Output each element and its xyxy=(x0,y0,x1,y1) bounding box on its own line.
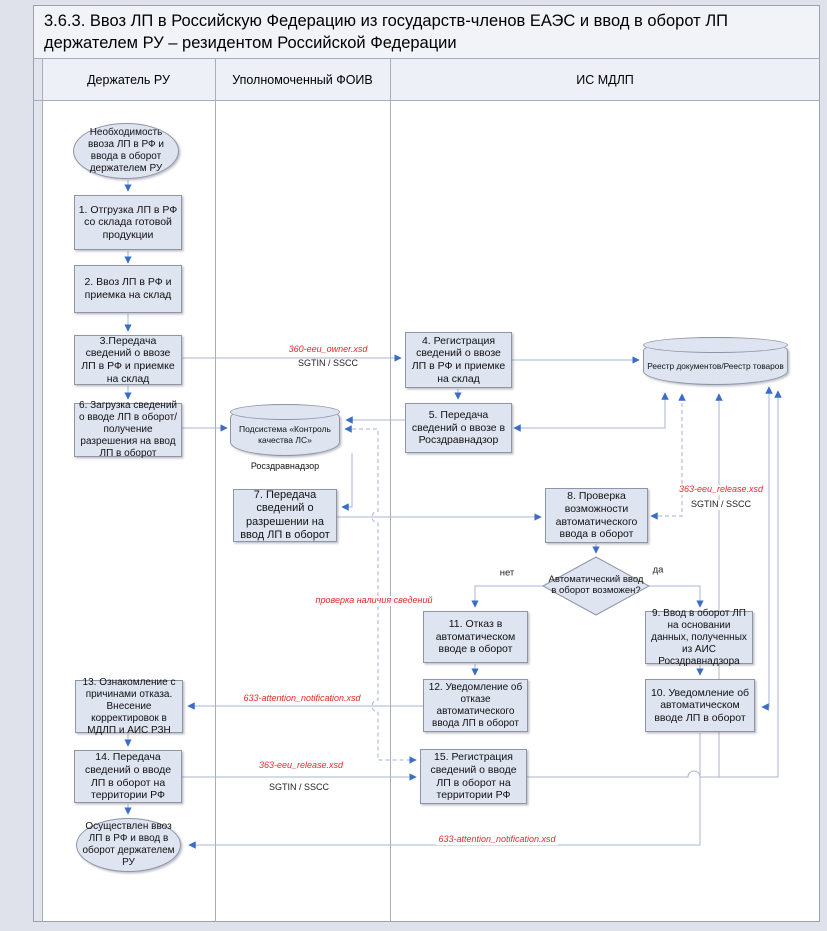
lane-header-mdlp: ИС МДЛП xyxy=(576,73,634,87)
lane-header-holder: Держатель РУ xyxy=(87,73,170,87)
end-terminator: Осуществлен ввоз ЛП в РФ и ввод в оборот держателем РУ xyxy=(76,818,181,872)
decision-branch-yes: да xyxy=(652,564,664,576)
step-3-box: 3.Передача сведений о ввозе ЛП в РФ и приемке на склад xyxy=(74,335,182,385)
db-roszdravnadzor-caption: Росздравнадзор xyxy=(250,461,320,471)
edge-label-sgtin-sscc-1: SGTIN / SSCC xyxy=(297,358,359,369)
decision-branch-no: нет xyxy=(499,567,515,579)
db-registry-label: Реестр документов/Реестр товаров xyxy=(647,360,784,371)
edge-label-633-attention-2: 633-attention_notification.xsd xyxy=(438,834,556,845)
step-9-box: 9. Ввод в оборот ЛП на основании данных, полученных из АИС Росздравнадзора xyxy=(645,611,753,664)
edge-label-sgtin-sscc-2: SGTIN / SSCC xyxy=(268,782,330,793)
step-7-box: 7. Передача сведений о разрешении на ввод ЛП в оборот xyxy=(233,489,337,542)
edge-label-363-eeu-release-left: 363-eeu_release.xsd xyxy=(258,760,344,771)
db-roszdravnadzor-label: Подсистема «Контроль качества ЛС» xyxy=(239,424,331,445)
edge-label-sgtin-sscc-right: SGTIN / SSCC xyxy=(690,499,752,510)
decision-diamond-label: Автоматический ввод в оборот возможен? xyxy=(548,574,644,596)
step-8-box: 8. Проверка возможности автоматического ввода в оборот xyxy=(545,488,648,543)
step-4-box: 4. Регистрация сведений о ввозе ЛП в РФ и приемке на склад xyxy=(405,332,512,388)
step-10-box: 10. Уведомление об автоматическом вводе ЛП в оборот xyxy=(645,679,755,732)
step-5-box: 5. Передача сведений о ввозе в Росздравнадзор xyxy=(405,403,512,453)
lane-header-foiv: Уполномоченный ФОИВ xyxy=(232,73,373,87)
page-title: 3.6.3. Ввоз ЛП в Российскую Федерацию из государств-членов ЕАЭС и ввод в оборот ЛП держателем РУ – резидентом Российской Федерации xyxy=(44,12,729,53)
step-12-box: 12. Уведомление об отказе автоматического ввода ЛП в оборот xyxy=(423,679,528,732)
step-1-box: 1. Отгрузка ЛП в РФ со склада готовой продукции xyxy=(74,195,182,250)
step-13-box: 13. Ознакомление с причинами отказа. Внесение корректировок в МДЛП и АИС РЗН xyxy=(75,680,183,733)
step-14-box: 14. Передача сведений о вводе ЛП в оборот на территории РФ xyxy=(74,750,182,803)
edge-label-633-attention-1: 633-attention_notification.xsd xyxy=(243,693,361,704)
step-6-box: 6. Загрузка сведений о вводе ЛП в оборот/ получение разрешения на ввод ЛП в оборот xyxy=(74,403,182,457)
step-11-box: 11. Отказ в автоматическом вводе в оборот xyxy=(423,611,528,663)
edge-label-363-eeu-release-right: 363-eeu_release.xsd xyxy=(678,484,764,495)
start-terminator: Необходимость ввоза ЛП в РФ и ввода в оборот держателем РУ xyxy=(73,123,179,179)
step-15-box: 15. Регистрация сведений о вводе ЛП в оборот на территории РФ xyxy=(420,749,527,804)
edge-label-360-eeu-owner: 360-eeu_owner.xsd xyxy=(288,344,368,355)
step-2-box: 2. Ввоз ЛП в РФ и приемка на склад xyxy=(74,265,182,313)
edge-label-check-data: проверка наличия сведений xyxy=(315,595,433,606)
